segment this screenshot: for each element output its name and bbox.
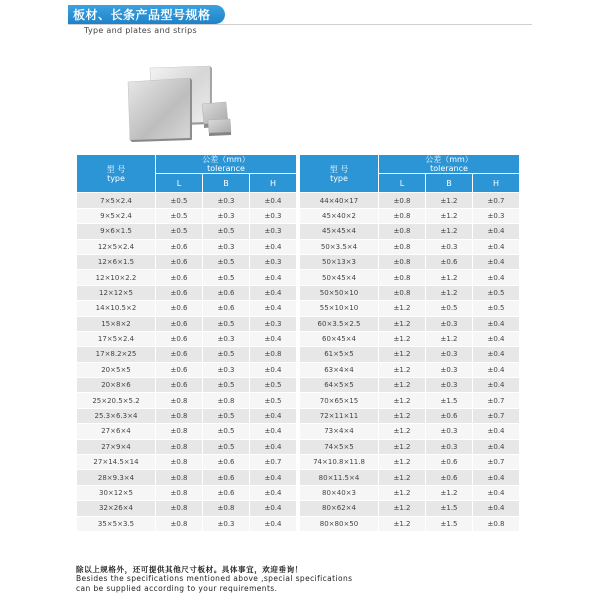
tolerance-l-cell: ±1.2	[379, 501, 426, 516]
tolerance-l-cell: ±0.8	[379, 208, 426, 223]
table-row	[77, 208, 297, 223]
header-divider	[68, 24, 532, 25]
tolerance-h-cell: ±0.4	[473, 362, 520, 377]
type-header-en: type	[330, 173, 348, 183]
tolerance-b-cell: ±0.5	[203, 439, 250, 454]
spec-table-right-body	[300, 193, 520, 532]
table-row	[300, 362, 520, 377]
table-row	[300, 455, 520, 470]
type-cell: 9×5×2.4	[77, 208, 156, 223]
tolerance-l-cell: ±0.5	[156, 208, 203, 223]
type-cell: 80×40×3	[300, 485, 379, 500]
table-row	[77, 285, 297, 300]
tolerance-b-cell: ±0.6	[203, 485, 250, 500]
tolerance-l-cell: ±0.6	[156, 239, 203, 254]
table-row	[77, 470, 297, 485]
tolerance-h-cell: ±0.4	[473, 270, 520, 285]
table-row	[77, 224, 297, 239]
tolerance-l-cell: ±1.2	[379, 470, 426, 485]
tolerance-h-cell: ±0.4	[473, 224, 520, 239]
tolerance-l-cell: ±1.2	[379, 347, 426, 362]
large-plate-front	[128, 78, 192, 142]
tolerance-b-cell: ±0.3	[426, 239, 473, 254]
tolerance-l-cell: ±0.8	[156, 393, 203, 408]
tolerance-b-cell: ±0.5	[426, 301, 473, 316]
type-cell: 73×4×4	[300, 424, 379, 439]
type-cell: 32×26×4	[77, 501, 156, 516]
table-row	[300, 193, 520, 208]
tolerance-b-cell: ±1.5	[426, 516, 473, 531]
tolerance-h-cell: ±0.5	[250, 393, 297, 408]
tolerance-h-cell: ±0.4	[250, 408, 297, 423]
table-row	[300, 301, 520, 316]
tolerance-l-cell: ±1.2	[379, 393, 426, 408]
tolerance-header-en: tolerance	[430, 164, 468, 174]
tolerance-h-cell: ±0.4	[250, 470, 297, 485]
tolerance-b-cell: ±0.5	[203, 254, 250, 269]
type-cell: 50×50×10	[300, 285, 379, 300]
type-cell: 63×4×4	[300, 362, 379, 377]
tolerance-l-cell: ±0.6	[156, 331, 203, 346]
tolerance-l-cell: ±0.8	[379, 254, 426, 269]
table-row	[77, 393, 297, 408]
type-cell: 45×45×4	[300, 224, 379, 239]
tolerance-b-cell: ±1.2	[426, 208, 473, 223]
type-cell: 25.3×6.3×4	[77, 408, 156, 423]
tolerance-l-cell: ±0.6	[156, 301, 203, 316]
type-cell: 64×5×5	[300, 378, 379, 393]
tolerance-h-cell: ±0.4	[473, 331, 520, 346]
tolerance-h-cell: ±0.4	[473, 378, 520, 393]
table-row	[300, 393, 520, 408]
tolerance-b-cell: ±0.6	[203, 301, 250, 316]
tolerance-l-cell: ±0.8	[156, 485, 203, 500]
table-row	[77, 193, 297, 208]
tolerance-b-cell: ±0.3	[426, 362, 473, 377]
tolerance-h-cell: ±0.4	[250, 301, 297, 316]
type-cell: 14×10.5×2	[77, 301, 156, 316]
section-subtitle: Type and plates and strips	[84, 26, 197, 35]
tolerance-h-cell: ±0.4	[250, 501, 297, 516]
tolerance-h-cell: ±0.4	[473, 347, 520, 362]
tolerance-l-cell: ±1.2	[379, 378, 426, 393]
tolerance-h-cell: ±0.7	[473, 408, 520, 423]
type-header-cn: 型 号	[106, 164, 126, 174]
type-cell: 50×3.5×4	[300, 239, 379, 254]
spec-table-right	[299, 154, 520, 532]
tolerance-h-cell: ±0.4	[250, 270, 297, 285]
tolerance-h-cell: ±0.4	[473, 439, 520, 454]
tolerance-l-cell: ±0.8	[379, 224, 426, 239]
tolerance-l-cell: ±0.6	[156, 285, 203, 300]
tolerance-b-cell: ±0.5	[203, 347, 250, 362]
tolerance-b-cell: ±0.8	[203, 393, 250, 408]
tolerance-l-cell: ±1.2	[379, 485, 426, 500]
tolerance-b-cell: ±1.2	[426, 485, 473, 500]
tolerance-l-cell: ±0.6	[156, 316, 203, 331]
type-cell: 17×8.2×25	[77, 347, 156, 362]
tolerance-b-cell: ±0.5	[203, 224, 250, 239]
table-row	[300, 347, 520, 362]
tolerance-b-cell: ±0.5	[203, 408, 250, 423]
tolerance-b-cell: ±0.6	[203, 455, 250, 470]
type-cell: 12×10×2.2	[77, 270, 156, 285]
tolerance-header-cn: 公差（mm）	[425, 155, 473, 164]
tolerance-b-cell: ±0.3	[426, 424, 473, 439]
table-row	[300, 208, 520, 223]
tolerance-h-cell: ±0.4	[473, 470, 520, 485]
tolerance-l-cell: ±1.2	[379, 301, 426, 316]
type-header	[300, 155, 379, 193]
tolerance-b-cell: ±0.3	[203, 362, 250, 377]
footnote	[76, 565, 536, 593]
type-cell: 35×5×3.5	[77, 516, 156, 531]
tolerance-l-cell: ±1.2	[379, 439, 426, 454]
table-row	[77, 516, 297, 531]
tolerance-l-cell: ±0.8	[379, 270, 426, 285]
tolerance-l-cell: ±0.5	[156, 193, 203, 208]
table-row	[77, 239, 297, 254]
tolerance-l-cell: ±0.5	[156, 224, 203, 239]
tolerance-b-cell: ±0.5	[203, 270, 250, 285]
type-cell: 15×8×2	[77, 316, 156, 331]
tolerance-h-cell: ±0.4	[473, 424, 520, 439]
table-row	[300, 270, 520, 285]
type-cell: 12×12×5	[77, 285, 156, 300]
tolerance-l-cell: ±1.2	[379, 362, 426, 377]
type-cell: 28×9.3×4	[77, 470, 156, 485]
type-cell: 27×6×4	[77, 424, 156, 439]
spec-table-left-body	[77, 193, 297, 532]
type-cell: 20×5×5	[77, 362, 156, 377]
type-cell: 17×5×2.4	[77, 331, 156, 346]
type-cell: 80×11.5×4	[300, 470, 379, 485]
tolerance-h-cell: ±0.7	[473, 393, 520, 408]
tolerance-h-cell: ±0.4	[473, 501, 520, 516]
table-row	[77, 439, 297, 454]
tolerance-l-cell: ±0.8	[156, 516, 203, 531]
type-cell: 25×20.5×5.2	[77, 393, 156, 408]
table-row	[77, 424, 297, 439]
tolerance-l-cell: ±0.6	[156, 254, 203, 269]
tolerance-h-cell: ±0.8	[250, 347, 297, 362]
tolerance-l-cell: ±0.6	[156, 347, 203, 362]
table-row	[77, 378, 297, 393]
tolerance-b-cell: ±0.3	[203, 193, 250, 208]
tolerance-b-cell: ±0.5	[203, 316, 250, 331]
tolerance-b-cell: ±0.8	[203, 501, 250, 516]
table-row	[77, 270, 297, 285]
type-cell: 20×8×6	[77, 378, 156, 393]
tolerance-b-cell: ±0.3	[426, 347, 473, 362]
col-header-l: L	[379, 174, 426, 193]
tolerance-h-cell: ±0.4	[473, 316, 520, 331]
tolerance-h-cell: ±0.4	[250, 516, 297, 531]
tolerance-h-cell: ±0.5	[250, 378, 297, 393]
tolerance-h-cell: ±0.3	[250, 254, 297, 269]
type-cell: 27×9×4	[77, 439, 156, 454]
section-title: 板材、长条产品型号规格	[73, 8, 211, 22]
tolerance-b-cell: ±0.3	[426, 378, 473, 393]
tolerance-h-cell: ±0.4	[250, 331, 297, 346]
tolerance-b-cell: ±1.2	[426, 193, 473, 208]
small-plate-bottom	[208, 119, 231, 136]
type-header-en: type	[107, 173, 125, 183]
tolerance-l-cell: ±0.8	[156, 455, 203, 470]
tolerance-h-cell: ±0.3	[250, 208, 297, 223]
tolerance-header	[379, 155, 520, 174]
type-cell: 80×62×4	[300, 501, 379, 516]
tolerance-l-cell: ±1.2	[379, 408, 426, 423]
col-header-l: L	[156, 174, 203, 193]
tolerance-header-cn: 公差（mm）	[202, 155, 250, 164]
type-cell: 12×6×1.5	[77, 254, 156, 269]
tolerance-b-cell: ±0.6	[203, 470, 250, 485]
table-row	[300, 316, 520, 331]
tolerance-l-cell: ±0.8	[156, 501, 203, 516]
table-row	[300, 501, 520, 516]
tolerance-h-cell: ±0.3	[473, 208, 520, 223]
tolerance-b-cell: ±1.2	[426, 270, 473, 285]
tolerance-l-cell: ±0.8	[156, 408, 203, 423]
tolerance-h-cell: ±0.4	[250, 193, 297, 208]
table-row	[77, 408, 297, 423]
table-row	[77, 455, 297, 470]
footnote-en-line1: Besides the specifications mentioned above ,special specifications	[76, 574, 353, 584]
tolerance-h-cell: ±0.3	[250, 316, 297, 331]
type-cell: 44×40×17	[300, 193, 379, 208]
spec-table-left	[76, 154, 297, 532]
table-row	[300, 285, 520, 300]
tolerance-l-cell: ±1.2	[379, 424, 426, 439]
col-header-b: B	[426, 174, 473, 193]
tolerance-header-en: tolerance	[207, 164, 245, 174]
type-cell: 74×5×5	[300, 439, 379, 454]
col-header-h: H	[473, 174, 520, 193]
tolerance-b-cell: ±1.2	[426, 331, 473, 346]
type-cell: 72×11×11	[300, 408, 379, 423]
tolerance-h-cell: ±0.7	[473, 193, 520, 208]
tolerance-b-cell: ±0.3	[203, 516, 250, 531]
type-cell: 55×10×10	[300, 301, 379, 316]
table-row	[77, 485, 297, 500]
type-cell: 61×5×5	[300, 347, 379, 362]
tolerance-b-cell: ±0.3	[426, 439, 473, 454]
col-header-b: B	[203, 174, 250, 193]
tolerance-h-cell: ±0.4	[250, 285, 297, 300]
tolerance-b-cell: ±0.3	[426, 316, 473, 331]
section-header	[0, 0, 600, 36]
tolerance-b-cell: ±1.5	[426, 501, 473, 516]
table-row	[77, 501, 297, 516]
type-cell: 9×6×1.5	[77, 224, 156, 239]
col-header-h: H	[250, 174, 297, 193]
tolerance-b-cell: ±0.6	[426, 254, 473, 269]
table-row	[77, 362, 297, 377]
tolerance-h-cell: ±0.4	[250, 424, 297, 439]
table-row	[300, 408, 520, 423]
table-row	[300, 516, 520, 531]
tolerance-h-cell: ±0.4	[250, 485, 297, 500]
tolerance-l-cell: ±1.2	[379, 516, 426, 531]
tolerance-b-cell: ±0.5	[203, 424, 250, 439]
table-row	[300, 239, 520, 254]
tolerance-h-cell: ±0.4	[473, 485, 520, 500]
tolerance-b-cell: ±1.2	[426, 224, 473, 239]
table-row	[77, 301, 297, 316]
footnote-en-line2: can be supplied according to your requirements.	[76, 583, 278, 593]
type-cell: 70×65×15	[300, 393, 379, 408]
tolerance-h-cell: ±0.4	[473, 254, 520, 269]
table-row	[77, 331, 297, 346]
type-cell: 60×3.5×2.5	[300, 316, 379, 331]
type-cell: 45×40×2	[300, 208, 379, 223]
tolerance-l-cell: ±0.8	[379, 239, 426, 254]
type-cell: 27×14.5×14	[77, 455, 156, 470]
tolerance-l-cell: ±0.8	[156, 439, 203, 454]
tolerance-h-cell: ±0.4	[250, 239, 297, 254]
type-header-cn: 型 号	[329, 164, 349, 174]
tolerance-b-cell: ±0.3	[203, 208, 250, 223]
footnote-cn: 除以上规格外，还可提供其他尺寸板材。具体事宜，欢迎垂询！	[76, 565, 303, 574]
tolerance-b-cell: ±0.6	[426, 455, 473, 470]
tolerance-b-cell: ±1.5	[426, 393, 473, 408]
table-row	[77, 254, 297, 269]
tolerance-l-cell: ±0.6	[156, 270, 203, 285]
tolerance-h-cell: ±0.5	[473, 285, 520, 300]
tolerance-h-cell: ±0.4	[250, 362, 297, 377]
table-row	[300, 485, 520, 500]
tolerance-l-cell: ±1.2	[379, 331, 426, 346]
type-cell: 60×45×4	[300, 331, 379, 346]
type-header	[77, 155, 156, 193]
tolerance-b-cell: ±0.6	[203, 285, 250, 300]
type-cell: 80×80×50	[300, 516, 379, 531]
tolerance-l-cell: ±1.2	[379, 455, 426, 470]
type-cell: 30×12×5	[77, 485, 156, 500]
tolerance-h-cell: ±0.3	[250, 224, 297, 239]
table-row	[300, 254, 520, 269]
tolerance-header	[156, 155, 297, 174]
table-row	[77, 347, 297, 362]
tolerance-l-cell: ±0.8	[379, 285, 426, 300]
table-row	[300, 378, 520, 393]
table-row	[300, 424, 520, 439]
tolerance-b-cell: ±0.3	[203, 239, 250, 254]
type-cell: 50×13×3	[300, 254, 379, 269]
tolerance-h-cell: ±0.7	[250, 455, 297, 470]
tolerance-l-cell: ±0.8	[379, 193, 426, 208]
tolerance-h-cell: ±0.8	[473, 516, 520, 531]
tolerance-b-cell: ±0.5	[203, 378, 250, 393]
tolerance-b-cell: ±0.6	[426, 408, 473, 423]
type-cell: 74×10.8×11.8	[300, 455, 379, 470]
table-row	[300, 224, 520, 239]
table-row	[300, 439, 520, 454]
tolerance-h-cell: ±0.7	[473, 455, 520, 470]
table-row	[77, 316, 297, 331]
tolerance-l-cell: ±0.6	[156, 362, 203, 377]
type-cell: 7×5×2.4	[77, 193, 156, 208]
tolerance-l-cell: ±1.2	[379, 316, 426, 331]
table-row	[300, 470, 520, 485]
type-cell: 12×5×2.4	[77, 239, 156, 254]
tolerance-b-cell: ±0.3	[203, 331, 250, 346]
tolerance-h-cell: ±0.4	[473, 239, 520, 254]
tolerance-b-cell: ±0.6	[426, 470, 473, 485]
tolerance-h-cell: ±0.4	[250, 439, 297, 454]
product-photo	[110, 62, 245, 144]
tolerance-l-cell: ±0.8	[156, 424, 203, 439]
tolerance-b-cell: ±1.2	[426, 285, 473, 300]
tolerance-l-cell: ±0.8	[156, 470, 203, 485]
tolerance-l-cell: ±0.6	[156, 378, 203, 393]
table-row	[300, 331, 520, 346]
type-cell: 50×45×4	[300, 270, 379, 285]
tolerance-h-cell: ±0.5	[473, 301, 520, 316]
